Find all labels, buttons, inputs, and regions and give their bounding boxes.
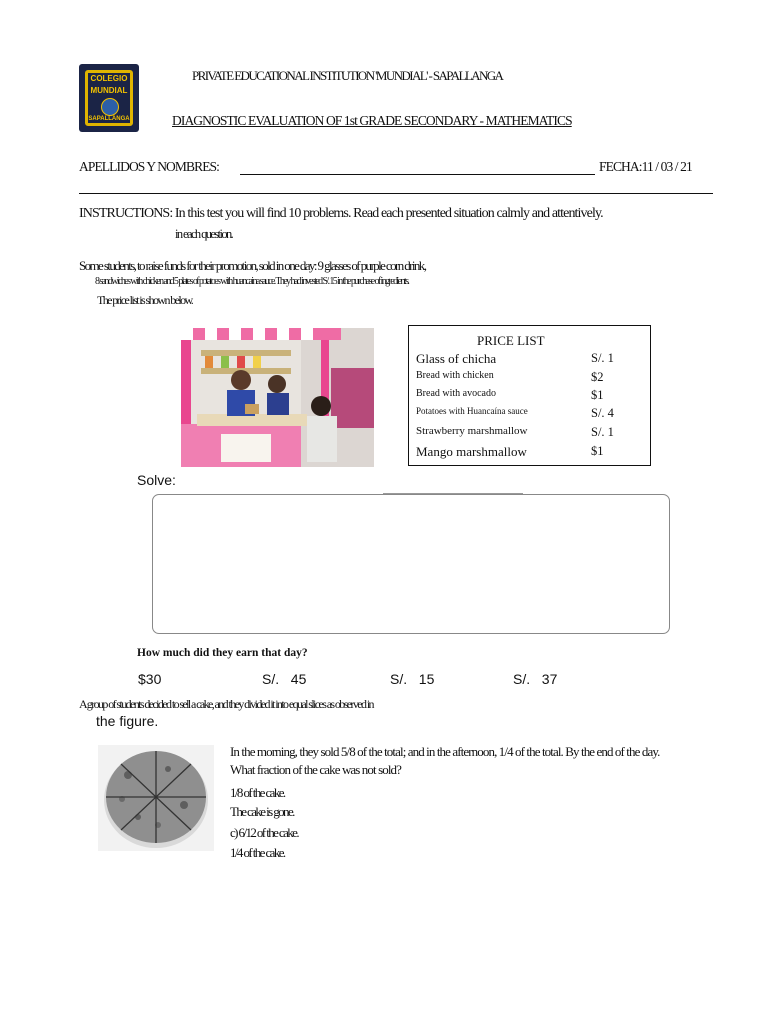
globe-icon	[101, 98, 119, 116]
price-item-price: $1	[591, 444, 604, 458]
problem2-line2: the figure.	[96, 713, 159, 729]
header-divider	[79, 193, 713, 194]
instructions-line2: in each question.	[175, 227, 233, 241]
date-label: FECHA:11 / 03 / 21	[599, 159, 692, 174]
cake-image	[98, 745, 214, 851]
logo-text-sapallanga: SAPALLANGA	[88, 116, 130, 122]
cake-answer-option[interactable]: The cake is gone.	[230, 804, 294, 819]
logo-text-colegio: COLEGIO	[90, 74, 128, 83]
evaluation-title: DIAGNOSTIC EVALUATION OF 1st GRADE SECONDARY - MATHEMATICS	[172, 113, 572, 128]
price-item-name: Strawberry marshmallow	[416, 425, 528, 437]
price-item-name: Bread with chicken	[416, 370, 494, 381]
answer-option[interactable]: S/. 15	[390, 671, 435, 687]
names-field[interactable]	[240, 174, 595, 175]
cake-answer-option[interactable]: 1/8 of the cake.	[230, 785, 285, 800]
problem1-line2: 8 sandwiches with chicken and 5 plates of potatoes with huancaina sauce. They had invested S/. 15 in the purchase of ingredients.	[95, 276, 409, 287]
cake-answer-option[interactable]: 1/4 of the cake.	[230, 845, 285, 860]
answer-option[interactable]: S/. 45	[262, 671, 307, 687]
names-label: APELLIDOS Y NOMBRES:	[79, 159, 220, 174]
price-item-name: Mango marshmallow	[416, 444, 527, 459]
price-item-price: S/. 1	[591, 425, 614, 439]
solve-answer-box[interactable]	[152, 494, 670, 634]
kiosk-photo	[181, 328, 374, 467]
price-item-name: Glass of chicha	[416, 351, 497, 366]
problem2-text2: What fraction of the cake was not sold?	[230, 762, 402, 777]
solve-label: Solve:	[137, 472, 176, 488]
problem1-line3: The price list is shown below.	[97, 293, 193, 307]
price-item-price: $1	[591, 388, 604, 402]
price-item-name: Potatoes with Huancaína sauce	[416, 406, 528, 416]
price-item-price: $2	[591, 370, 604, 384]
price-item-price: S/. 4	[591, 406, 614, 420]
problem1-question: How much did they earn that day?	[137, 647, 308, 659]
school-logo	[79, 64, 139, 132]
logo-text-mundial: MUNDIAL	[90, 86, 128, 95]
problem1-line1: Some students, to raise funds for their promotion, sold in one day: 9 glasses of purple corn drink,	[79, 258, 426, 273]
institution-title: PRIVATE EDUCATIONAL INSTITUTION 'MUNDIAL' - SAPALLANGA	[192, 68, 503, 83]
cake-answer-option[interactable]: c) 6/12 of the cake.	[230, 825, 298, 840]
price-list-title: PRICE LIST	[477, 333, 545, 348]
instructions-line1: INSTRUCTIONS: In this test you will find 10 problems. Read each presented situation calmly and attentively.	[79, 206, 603, 221]
answer-option[interactable]: S/. 37	[513, 671, 558, 687]
problem2-line1: A group of students decided to sell a cake, and they divided it into equal slices as observed in	[79, 697, 373, 711]
problem2-text1: In the morning, they sold 5/8 of the total; and in the afternoon, 1/4 of the total. By the end of the day.	[230, 744, 660, 759]
answer-option[interactable]: $30	[138, 671, 162, 687]
price-item-name: Bread with avocado	[416, 388, 496, 399]
price-item-price: S/. 1	[591, 351, 614, 365]
